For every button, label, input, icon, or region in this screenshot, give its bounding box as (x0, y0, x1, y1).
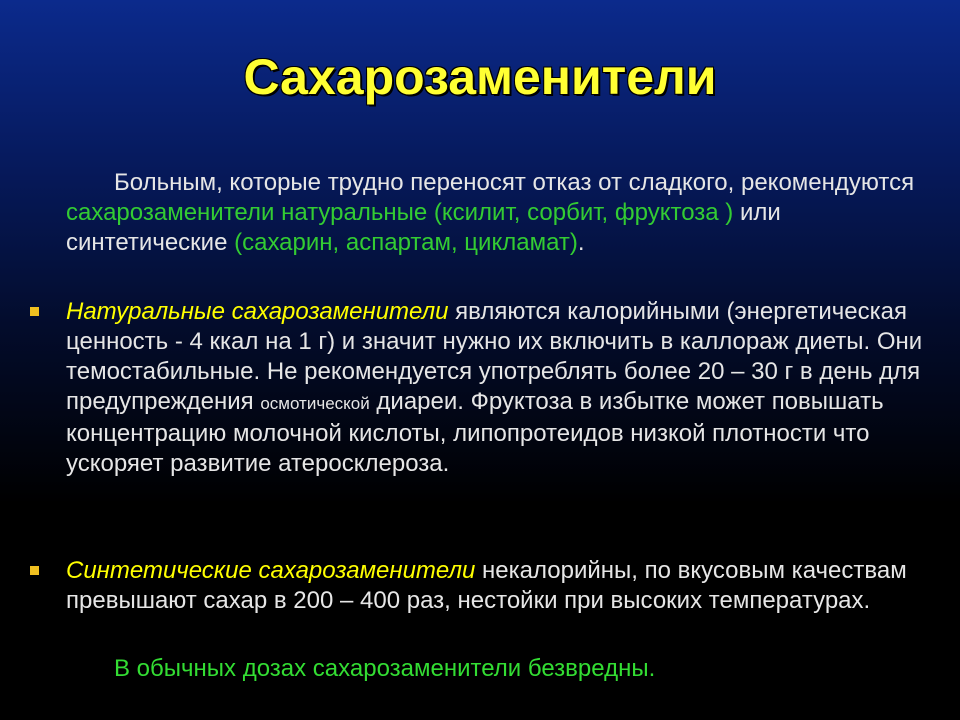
intro-synthetic-term: или синтетические (66, 199, 781, 256)
bullet-natural-text-1: являются калорийными (энергетическая ценность - 4 ккал на 1 г) и значит нужно их включить в каллораж диеты. Они темостабильные. Не рекомендуется употреблять более 20 – 30 г в день для предупреждения (66, 298, 923, 415)
slide-title: Сахарозаменители (243, 49, 717, 105)
intro-text-1: Больным, которые трудно переносят отказ от сладкого, рекомендуются (114, 169, 915, 196)
intro-natural-term: сахарозаменители натуральные (66, 199, 434, 226)
bullet-natural-small: осмотической (260, 394, 370, 413)
intro-synthetic-examples: (сахарин, аспартам, цикламат) (234, 229, 578, 256)
bullet-square-icon (30, 566, 39, 575)
bullet-synthetic-text: некалорийны, по вкусовым качествам превышают сахар в 200 – 400 раз, нестойки при высоких температурах. (66, 557, 907, 614)
bullet-natural-lead: Натуральные сахарозаменители (66, 298, 449, 325)
intro-period: . (577, 229, 585, 256)
bullet-synthetic (66, 556, 926, 616)
intro-natural-examples: (ксилит, сорбит, фруктоза ) (433, 199, 740, 226)
bullet-natural (66, 297, 926, 479)
closing-statement: В обычных дозах сахарозаменители безвредны. (114, 655, 656, 682)
bullet-natural-text-2: диареи. Фруктоза в избытке может повышать концентрацию молочной кислоты, липопротеидов низкой плотности что ускоряет развитие атеросклероза. (66, 388, 884, 477)
bullet-square-icon (30, 307, 39, 316)
bullet-synthetic-lead: Синтетические сахарозаменители (66, 557, 476, 584)
intro-paragraph (66, 168, 926, 258)
